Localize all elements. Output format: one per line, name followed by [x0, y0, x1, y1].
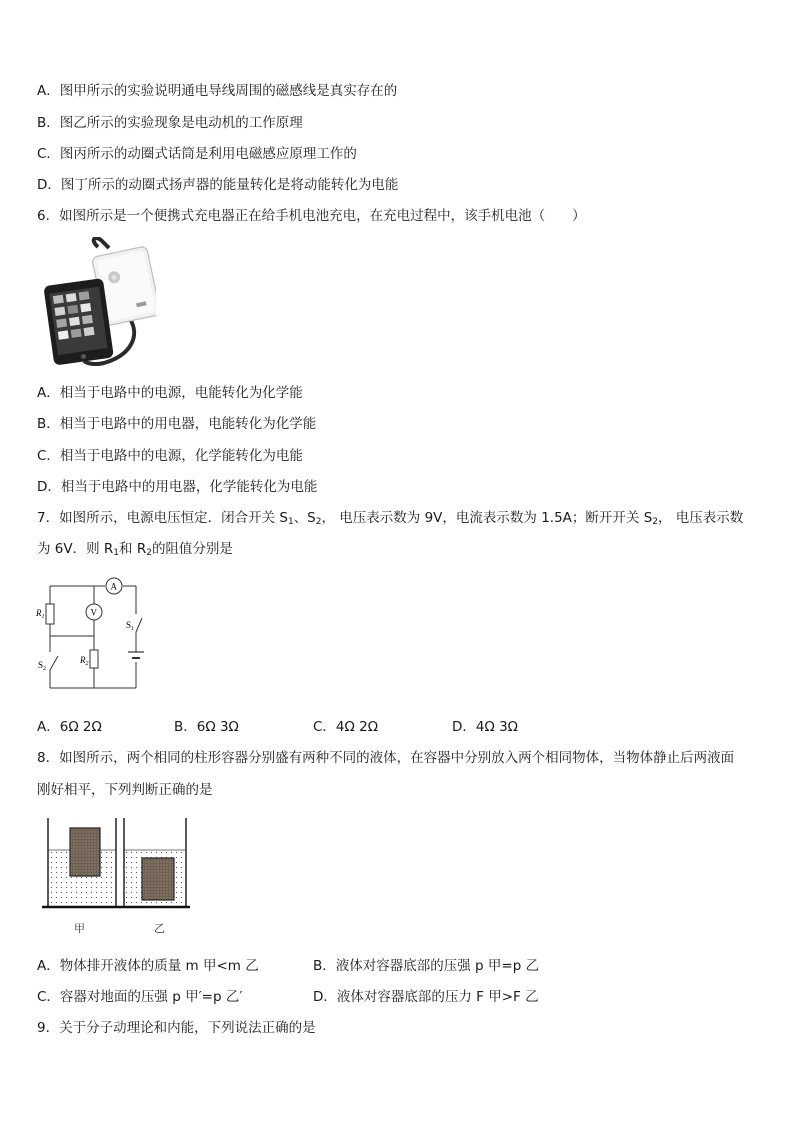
q8-option-b: B．液体对容器底部的压强 p 甲=p 乙 — [313, 958, 540, 974]
s1-label: S — [126, 620, 132, 630]
q8-option-c: C．容器对地面的压强 p 甲′=p 乙′ — [37, 989, 243, 1005]
q6-option-c: C．相当于电路中的电源，化学能转化为电能 — [37, 448, 303, 464]
svg-text:R1: $R_1$ — [36, 608, 45, 620]
charger-phone-photo — [44, 237, 156, 373]
q8-stem-line-1: 8．如图所示，两个相同的柱形容器分别盛有两种不同的液体，在容器中分别放入两个相同物体，当物体静止后两液面 — [37, 750, 735, 766]
q6-option-a: A．相当于电路中的电源，电能转化为化学能 — [37, 385, 303, 401]
ammeter-label: A — [110, 581, 117, 592]
label-jia: 甲 — [74, 922, 85, 935]
q7-circuit-diagram — [34, 574, 146, 694]
q8-containers-diagram — [40, 816, 192, 940]
q7-option-a: A．6Ω 2Ω — [37, 719, 102, 735]
q6-option-d: D．相当于电路中的用电器，化学能转化为电能 — [37, 479, 318, 495]
q8-stem-line-2: 刚好相平，下列判断正确的是 — [37, 782, 213, 798]
q5-option-a: A．图甲所示的实验说明通电导线周围的磁感线是真实存在的 — [37, 83, 398, 99]
q5-option-d: D．图丁所示的动圈式扬声器的能量转化是将动能转化为电能 — [37, 177, 399, 193]
q8-option-d: D．液体对容器底部的压力 F 甲>F 乙 — [313, 989, 539, 1005]
q8-option-a: A．物体排开液体的质量 m 甲<m 乙 — [37, 958, 259, 974]
svg-text:R2: $R_2$ — [80, 655, 89, 667]
label-yi: 乙 — [154, 922, 165, 935]
q6-option-b: B．相当于电路中的用电器，电能转化为化学能 — [37, 416, 317, 432]
voltmeter-label: V — [90, 607, 97, 618]
r2-label: R — [80, 655, 86, 665]
q5-option-c: C．图丙所示的动圈式话筒是利用电磁感应原理工作的 — [37, 146, 357, 162]
q7-stem-line-1: 7．如图所示，电源电压恒定．闭合开关 $S_1$、$S_2$， 电压表示数为 9V，电流表示数为 1.5A；断开开关 $S_2$， 电压表示数 — [37, 510, 744, 527]
q5-option-b: B．图乙所示的实验现象是电动机的工作原理 — [37, 115, 303, 131]
q6-stem: 6．如图所示是一个便携式充电器正在给手机电池充电，在充电过程中，该手机电池（ ） — [37, 208, 586, 224]
q7-option-d: D．4Ω 3Ω — [452, 719, 518, 735]
q9-stem: 9．关于分子动理论和内能，下列说法正确的是 — [37, 1020, 316, 1036]
r1-label: R — [36, 608, 42, 618]
q7-option-c: C．4Ω 2Ω — [313, 719, 379, 735]
svg-text:S1: $S_1$ — [126, 620, 135, 632]
svg-text:S2: $S_2$ — [38, 660, 47, 672]
q7-option-b: B．6Ω 3Ω — [174, 719, 239, 735]
q7-stem-line-2: 为 6V．则 $R_1$和 $R_2$的阻值分别是 — [37, 541, 233, 558]
s2-label: S — [38, 660, 44, 670]
